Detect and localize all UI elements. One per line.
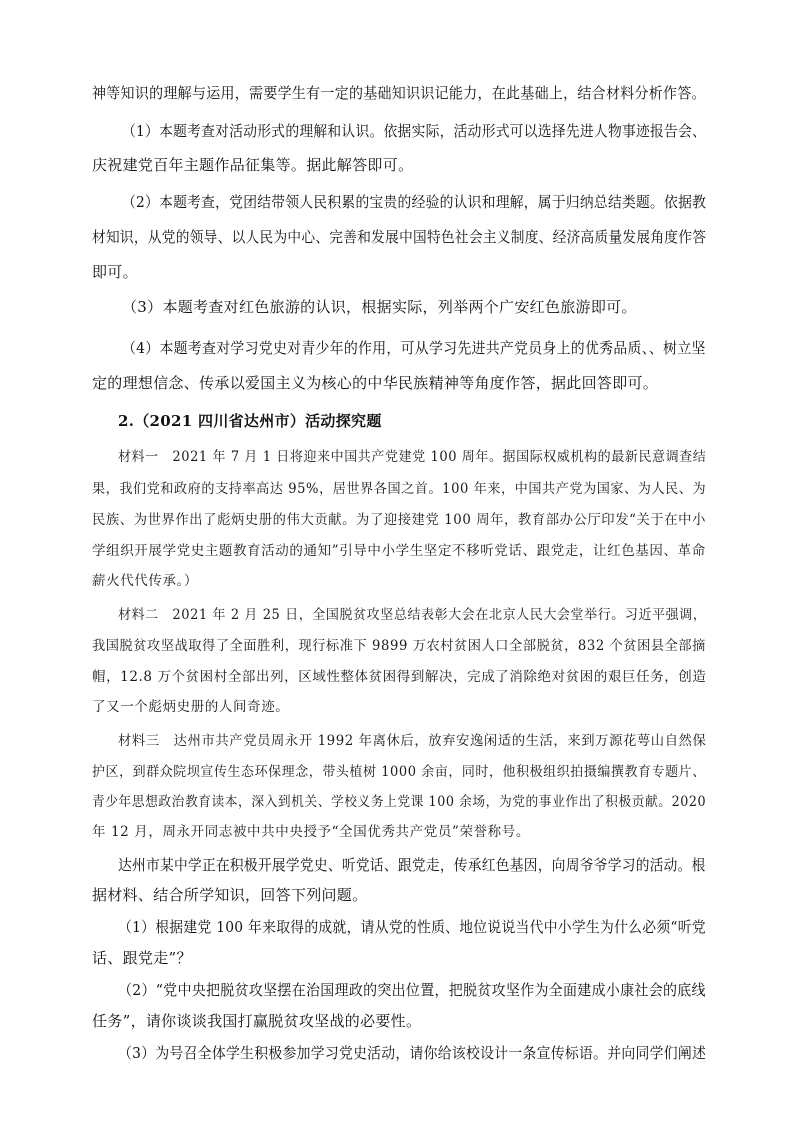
text-line-25: 据材料、结合所学知识，回答下列问题。 xyxy=(92,886,368,904)
material-2-line-1: 材料二 2021 年 2 月 25 日，全国脱贫攻坚总结表彰大会在北京人民大会堂举行。习近平强调， xyxy=(118,607,707,623)
material-2-line-2: 我国脱贫攻坚战取得了全面胜利，现行标准下 9899 万农村贫困人口全部脱贫，832 个贫困县全部摘 xyxy=(92,638,706,654)
material-1-line-2: 果，我们党和政府的支持率高达 95%，居世界各国之首。100 年来，中国共产党为国家、为人民、为 xyxy=(92,481,707,497)
material-3-line-1: 材料三 达州市共产党员周永开 1992 年离休后，放弃安逸闲适的生活，来到万源花萼山自然保 xyxy=(118,733,707,749)
question-2-line-1: （2）“党中央把脱贫攻坚摆在治国理政的突出位置，把脱贫攻坚作为全面建成小康社会的底线 xyxy=(118,981,706,999)
question-heading: 2.（2021 四川省达州市）活动探究题 xyxy=(118,412,382,430)
material-1-line-3: 民族、为世界作出了彪炳史册的伟大贡献。为了迎接建党 100 周年，教育部办公厅印发“关于在中小 xyxy=(92,512,706,528)
question-2-line-2: 任务”，请你谈谈我国打赢脱贫攻坚战的必要性。 xyxy=(92,1012,422,1030)
material-3-line-2: 护区，到群众院坝宣传生态环保理念，带头植树 1000 余亩，同时，他积极组织拍摄编撰教育专题片、 xyxy=(92,764,706,780)
text-line-5: 材知识，从党的领导、以人民为中心、完善和发展中国特色社会主义制度、经济高质量发展角度作答 xyxy=(92,228,707,246)
text-line-3: 庆祝建党百年主题作品征集等。据此解答即可。 xyxy=(92,156,414,174)
material-1-line-1: 材料一 2021 年 7 月 1 日将迎来中国共产党建党 100 周年。据国际权威机构的最新民意调查结 xyxy=(118,449,707,465)
question-1-line-2: 话、跟党走”？ xyxy=(92,949,192,967)
text-line-24: 达州市某中学正在积极开展学党史、听党话、跟党走，传承红色基因，向周爷爷学习的活动。根 xyxy=(118,856,706,874)
text-line-8: （4）本题考查对学习党史对青少年的作用，可从学习先进共产党员身上的优秀品质、、树立坚 xyxy=(122,339,706,357)
text-line-1: 神等知识的理解与运用，需要学生有一定的基础知识识记能力，在此基础上，结合材料分析作答。 xyxy=(92,84,706,102)
text-line-4: （2）本题考查，党团结带领人民积累的宝贵的经验的认识和理解，属于归纳总结类题。依据教 xyxy=(122,193,707,211)
text-line-2: （1）本题考查对活动形式的理解和认识。依据实际，活动形式可以选择先进人物事迹报告会、 xyxy=(122,122,707,140)
question-1-line-1: （1）根据建党 100 年来取得的成就，请从党的性质、地位说说当代中小学生为什么必须“听党 xyxy=(118,918,706,936)
text-line-6: 即可。 xyxy=(92,263,138,281)
text-line-9: 定的理想信念、传承以爱国主义为核心的中华民族精神等角度作答，据此回答即可。 xyxy=(92,374,659,392)
material-2-line-3: 帽，12.8 万个贫困村全部出列，区域性整体贫困得到解决，完成了消除绝对贫困的艰巨任务，创造 xyxy=(92,669,707,685)
material-1-line-4: 学组织开展学党史主题教育活动的通知”引导中小学生坚定不移听党话、跟党走，让红色基因、革命 xyxy=(92,543,706,559)
material-1-line-5: 薪火代代传承。） xyxy=(92,573,199,589)
text-line-7: （3）本题考查对红色旅游的认识，根据实际，列举两个广安红色旅游即可。 xyxy=(122,298,637,316)
material-2-line-4: 了又一个彪炳史册的人间奇迹。 xyxy=(92,699,290,715)
material-3-line-3: 青少年思想政治教育读本，深入到机关、学校义务上党课 100 余场，为党的事业作出了积极贡献。2020 xyxy=(92,794,707,810)
question-3-line-1: （3）为号召全体学生积极参加学习党史活动，请你给该校设计一条宣传标语。并向同学们阐述 xyxy=(118,1044,707,1062)
material-3-line-4: 年 12 月，周永开同志被中共中央授予“全国优秀共产党员”荣誉称号。 xyxy=(92,824,530,840)
